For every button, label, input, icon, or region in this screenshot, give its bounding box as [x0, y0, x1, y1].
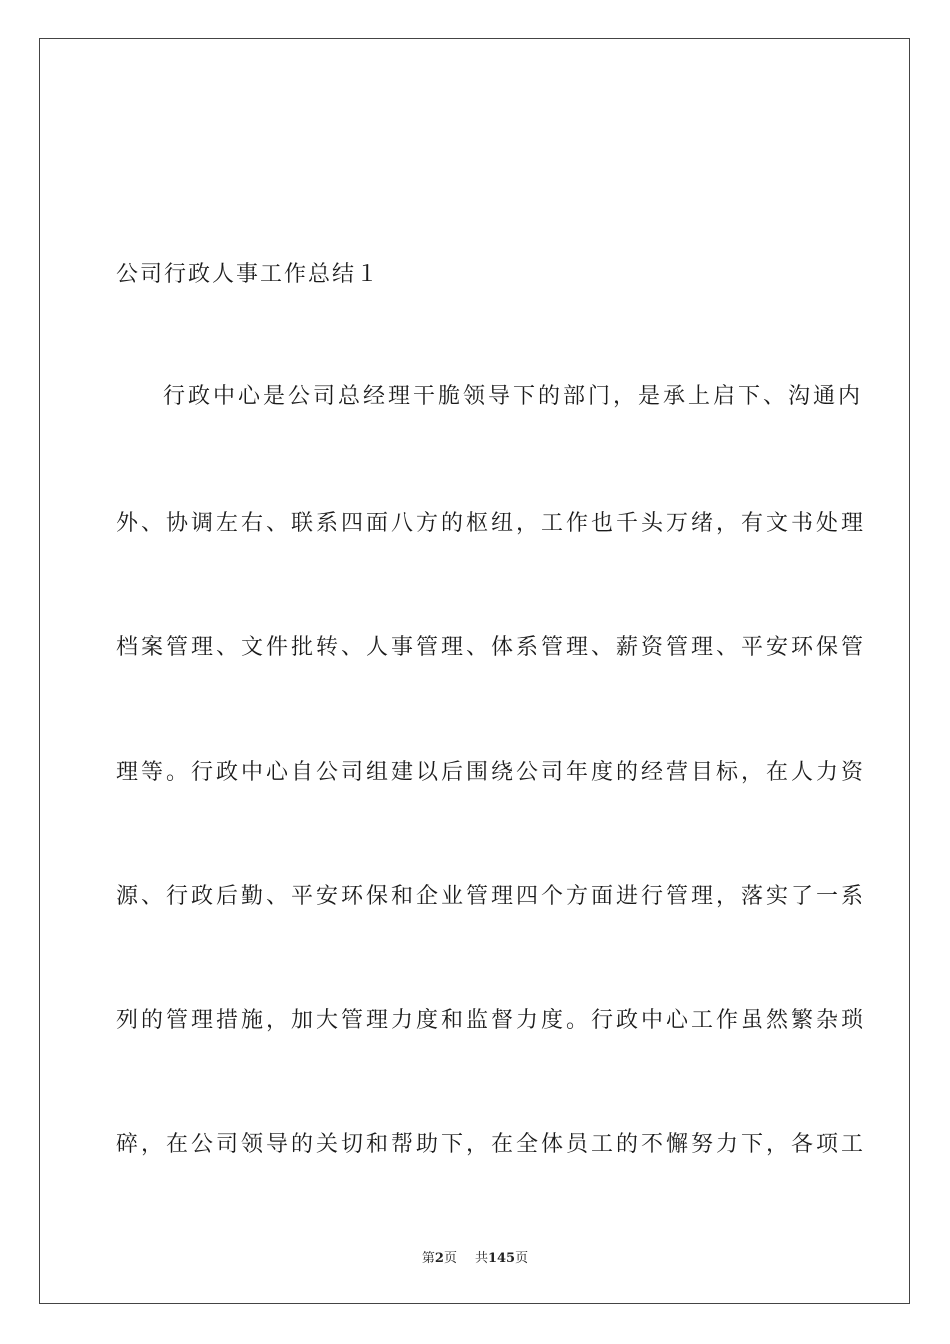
paragraph-line-3: 档案管理、文件批转、人事管理、体系管理、薪资管理、平安环保管	[116, 635, 867, 660]
page-number: 2	[434, 1251, 444, 1266]
total-pages: 145	[487, 1251, 516, 1266]
paragraph-line-1: 行政中心是公司总经理干脆领导下的部门，是承上启下、沟通内	[163, 384, 864, 409]
total-prefix: 共	[474, 1251, 488, 1266]
page-border	[39, 38, 910, 1304]
page-prefix: 第	[421, 1251, 435, 1266]
page-footer	[0, 1247, 950, 1266]
paragraph-line-2: 外、协调左右、联系四面八方的枢纽，工作也千头万绪，有文书处理	[116, 511, 867, 536]
paragraph-line-7: 碎，在公司领导的关切和帮助下，在全体员工的不懈努力下，各项工	[116, 1132, 867, 1157]
page-suffix: 页	[443, 1251, 457, 1266]
paragraph-line-6: 列的管理措施，加大管理力度和监督力度。行政中心工作虽然繁杂琐	[116, 1008, 867, 1033]
paragraph-line-5: 源、行政后勤、平安环保和企业管理四个方面进行管理，落实了一系	[116, 884, 867, 909]
paragraph-line-4: 理等。行政中心自公司组建以后围绕公司年度的经营目标，在人力资	[116, 760, 867, 785]
document-title: 公司行政人事工作总结１	[116, 262, 381, 287]
total-suffix: 页	[515, 1251, 529, 1266]
